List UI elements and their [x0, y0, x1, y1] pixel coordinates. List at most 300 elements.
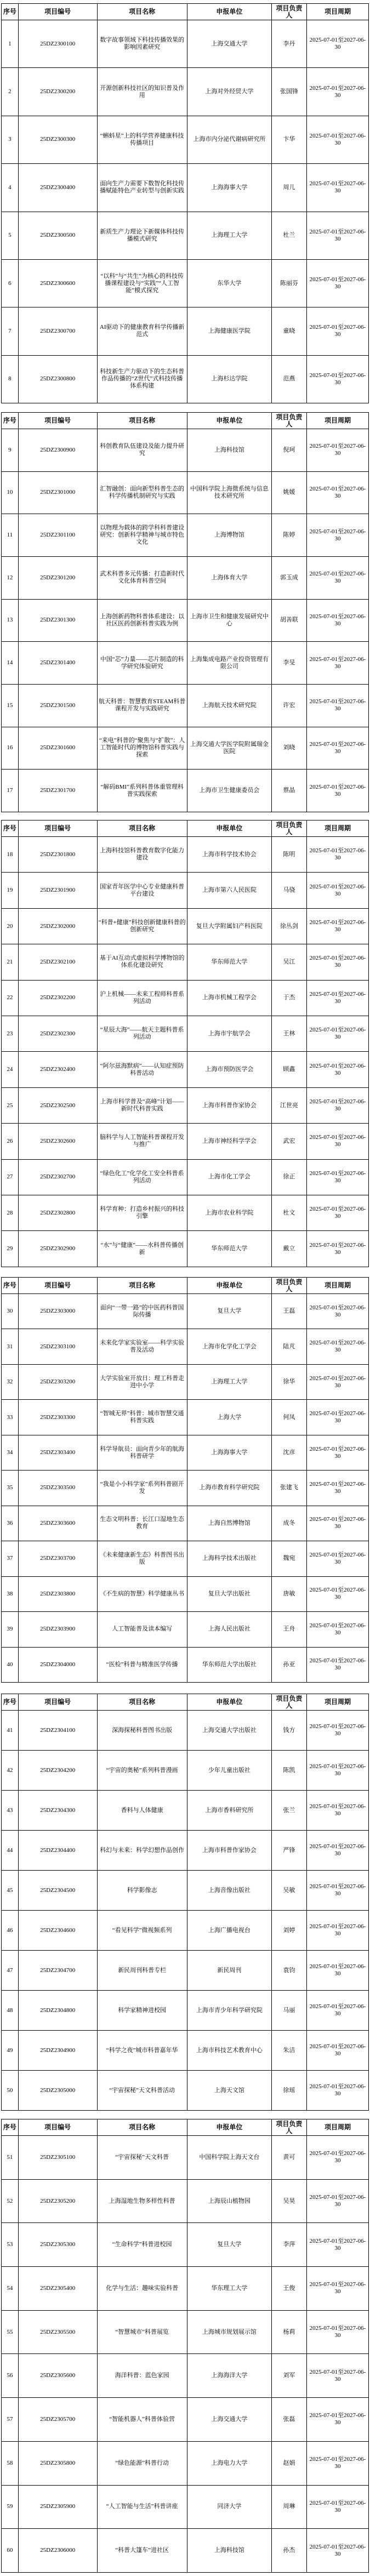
cell-no: 4 — [2, 164, 19, 212]
table-row — [2, 1576, 369, 1611]
cell-code: 25DZ2305200 — [18, 2179, 97, 2223]
table-row — [2, 1364, 369, 1399]
cell-unit: 上海海事大学 — [187, 1435, 271, 1470]
cell-no: 37 — [2, 1541, 19, 1576]
cell-name: “星辰大海”——航天主题科普系列活动 — [97, 1016, 187, 1052]
cell-unit: 上海交通大学出版社 — [187, 1711, 271, 1751]
cell-code: 25DZ2304200 — [18, 1751, 97, 1791]
cell-code: 25DZ2303900 — [18, 1612, 97, 1647]
cell-lead: 范燕 — [271, 355, 306, 403]
cell-unit: 复旦大学 — [187, 1294, 271, 1329]
cell-no: 34 — [2, 1435, 19, 1470]
cell-period: 2025-07-01至2027-06-30 — [307, 2136, 369, 2180]
table-row — [2, 944, 369, 980]
cell-code: 25DZ2303800 — [18, 1576, 97, 1611]
cell-lead: 钱方 — [271, 1711, 306, 1751]
cell-lead: 王林 — [271, 1016, 306, 1052]
cell-period: 2025-07-01至2027-06-30 — [307, 2071, 369, 2111]
cell-lead: 马丽 — [271, 1991, 306, 2031]
cell-code: 25DZ2305100 — [18, 2136, 97, 2180]
cell-period: 2025-07-01至2027-06-30 — [307, 355, 369, 403]
cell-unit: 上海市科普作家协会 — [187, 1087, 271, 1123]
cell-unit: 上海市香料研究所 — [187, 1791, 271, 1831]
column-header-unit: 申报单位 — [187, 413, 271, 429]
cell-code: 25DZ2306000 — [18, 2529, 97, 2573]
table-row — [2, 980, 369, 1016]
cell-no: 57 — [2, 2398, 19, 2442]
column-header-code: 项目编号 — [18, 4, 97, 20]
cell-unit: 上海音像出版社 — [187, 1871, 271, 1911]
cell-lead: 陈凯 — [271, 1751, 306, 1791]
cell-code: 25DZ2301600 — [18, 727, 97, 770]
cell-unit: 华东师范大学出版社 — [187, 1647, 271, 1682]
column-header-code: 项目编号 — [18, 1694, 97, 1711]
table-header-row — [2, 820, 369, 837]
cell-period: 2025-07-01至2027-06-30 — [307, 164, 369, 212]
cell-no: 47 — [2, 1951, 19, 1991]
cell-lead: 李萍 — [271, 2223, 306, 2267]
cell-code: 25DZ2300300 — [18, 116, 97, 163]
cell-no: 30 — [2, 1294, 19, 1329]
table-row — [2, 1647, 369, 1682]
cell-lead: 姚媛 — [271, 471, 306, 514]
cell-name: “解码BMI”系列科普体重管理科普实践探索 — [97, 770, 187, 812]
cell-unit: 上海广播电视台 — [187, 1911, 271, 1951]
cell-code: 25DZ2303300 — [18, 1400, 97, 1435]
cell-code: 25DZ2304000 — [18, 1647, 97, 1682]
table-row — [2, 212, 369, 259]
table-row — [2, 1506, 369, 1541]
cell-no: 38 — [2, 1576, 19, 1611]
cell-name: “科学之夜”城市科普嘉年华 — [97, 2031, 187, 2071]
cell-code: 25DZ2300400 — [18, 164, 97, 212]
cell-no: 48 — [2, 1991, 19, 2031]
cell-lead: 武宏 — [271, 1124, 306, 1159]
cell-period: 2025-07-01至2027-06-30 — [307, 429, 369, 472]
cell-lead: 刘军 — [271, 2354, 306, 2398]
cell-no: 49 — [2, 2031, 19, 2071]
cell-code: 25DZ2302000 — [18, 908, 97, 944]
cell-name: 《未来健康新生态》科普图书出版 — [97, 1541, 187, 1576]
cell-unit: 上海科技馆 — [187, 2529, 271, 2573]
cell-name: “来电”科普的“聚焦与“扩散”：人工智能时代的博物馆科普实践与探索 — [97, 727, 187, 770]
cell-period: 2025-07-01至2027-06-30 — [307, 1052, 369, 1087]
cell-period: 2025-07-01至2027-06-30 — [307, 1435, 369, 1470]
cell-lead: 陆芃 — [271, 1329, 306, 1364]
cell-name: “绿色化工”化学化工安全科普系列活动 — [97, 1159, 187, 1195]
project-table — [1, 1277, 369, 1683]
cell-code: 25DZ2305800 — [18, 2441, 97, 2485]
cell-name: 汇智融创：面向新型科普生态的科学传播机制研究与实践 — [97, 471, 187, 514]
column-header-period: 项目周期 — [307, 413, 369, 429]
cell-no: 9 — [2, 429, 19, 472]
column-header-lead: 项目负责人 — [271, 820, 306, 837]
cell-no: 56 — [2, 2354, 19, 2398]
cell-lead: 王磊 — [271, 1294, 306, 1329]
table-row — [2, 355, 369, 403]
cell-no: 13 — [2, 599, 19, 642]
cell-lead: 马骁 — [271, 873, 306, 908]
column-header-code: 项目编号 — [18, 413, 97, 429]
cell-lead: 魏宛 — [271, 1541, 306, 1576]
cell-period: 2025-07-01至2027-06-30 — [307, 1471, 369, 1506]
cell-period: 2025-07-01至2027-06-30 — [307, 944, 369, 980]
cell-lead: 戴立 — [271, 1231, 306, 1267]
table-row — [2, 164, 369, 212]
cell-no: 39 — [2, 1612, 19, 1647]
table-header-row — [2, 4, 369, 20]
cell-no: 22 — [2, 980, 19, 1016]
cell-code: 25DZ2302400 — [18, 1052, 97, 1087]
cell-no: 28 — [2, 1195, 19, 1231]
cell-no: 21 — [2, 944, 19, 980]
column-header-period: 项目周期 — [307, 1278, 369, 1294]
cell-unit: 上海交通大学医学院附属瑞金医院 — [187, 727, 271, 770]
cell-lead: 徐华 — [271, 1364, 306, 1399]
cell-name: 科学育种：打造乡村振兴的科技引擎 — [97, 1195, 187, 1231]
column-header-code: 项目编号 — [18, 820, 97, 837]
cell-lead: 杨莉 — [271, 2310, 306, 2354]
cell-code: 25DZ2305700 — [18, 2398, 97, 2442]
cell-code: 25DZ2305600 — [18, 2354, 97, 2398]
cell-period: 2025-07-01至2027-06-30 — [307, 2398, 369, 2442]
table-row — [2, 2398, 369, 2442]
cell-unit: 新民周刊 — [187, 1951, 271, 1991]
cell-period: 2025-07-01至2027-06-30 — [307, 471, 369, 514]
cell-name: “宇宙探秘”天文科普 — [97, 2136, 187, 2180]
table-row — [2, 2179, 369, 2223]
cell-unit: 上海航天技术研究院 — [187, 684, 271, 727]
cell-lead: 杜文 — [271, 1195, 306, 1231]
cell-code: 25DZ2301200 — [18, 556, 97, 599]
cell-unit: 上海集成电路产业投资管理有限公司 — [187, 642, 271, 685]
cell-unit: 复旦大学 — [187, 2223, 271, 2267]
cell-unit: 复旦大学附属妇产科医院 — [187, 908, 271, 944]
cell-name: 武术科普多元传播：打造新时代文化体育科普空间 — [97, 556, 187, 599]
cell-no: 2 — [2, 68, 19, 116]
table-row — [2, 1159, 369, 1195]
cell-code: 25DZ2301400 — [18, 642, 97, 685]
cell-lead: 陈婷 — [271, 514, 306, 557]
table-row — [2, 2267, 369, 2311]
column-header-period: 项目周期 — [307, 2119, 369, 2136]
table-row — [2, 873, 369, 908]
cell-no: 12 — [2, 556, 19, 599]
cell-no: 7 — [2, 307, 19, 355]
cell-period: 2025-07-01至2027-06-30 — [307, 1087, 369, 1123]
cell-period: 2025-07-01至2027-06-30 — [307, 1364, 369, 1399]
cell-no: 6 — [2, 259, 19, 307]
cell-name: 面向生产力需要下数智化科技传播赋能特色产业转型与创新实践 — [97, 164, 187, 212]
cell-unit: 同济大学 — [187, 2485, 271, 2529]
cell-unit: 上海对外经贸大学 — [187, 68, 271, 116]
cell-period: 2025-07-01至2027-06-30 — [307, 1329, 369, 1364]
cell-name: “宇宙探秘”天文科普活动 — [97, 2071, 187, 2111]
cell-lead: 刘婷 — [271, 1911, 306, 1951]
cell-name: “水”与“健康”——水科普传播创新 — [97, 1231, 187, 1267]
column-header-name: 项目名称 — [97, 413, 187, 429]
cell-name: 中国“芯”力量——芯片制造的科学研究体验研究 — [97, 642, 187, 685]
cell-code: 25DZ2304700 — [18, 1951, 97, 1991]
cell-code: 25DZ2300900 — [18, 429, 97, 472]
cell-name: 深海探秘科普图书出版 — [97, 1711, 187, 1751]
cell-lead: 顾鑫 — [271, 1052, 306, 1087]
cell-no: 55 — [2, 2310, 19, 2354]
table-row — [2, 1871, 369, 1911]
cell-unit: 上海天文馆 — [187, 2071, 271, 2111]
cell-no: 35 — [2, 1471, 19, 1506]
cell-period: 2025-07-01至2027-06-30 — [307, 2223, 369, 2267]
table-header-row — [2, 1278, 369, 1294]
cell-no: 27 — [2, 1159, 19, 1195]
cell-name: 国家青年医学中心专业健康科普平台建设 — [97, 873, 187, 908]
cell-code: 25DZ2305900 — [18, 2485, 97, 2529]
cell-unit: 上海市神经科学学会 — [187, 1124, 271, 1159]
cell-name: “蝌蚪星”上的科学营养健康科技传播项目 — [97, 116, 187, 163]
cell-no: 29 — [2, 1231, 19, 1267]
cell-no: 16 — [2, 727, 19, 770]
cell-unit: 上海海洋大学 — [187, 2354, 271, 2398]
cell-period: 2025-07-01至2027-06-30 — [307, 1016, 369, 1052]
cell-code: 25DZ2301000 — [18, 471, 97, 514]
table-row — [2, 1791, 369, 1831]
cell-code: 25DZ2303400 — [18, 1435, 97, 1470]
cell-period: 2025-07-01至2027-06-30 — [307, 556, 369, 599]
cell-lead: 王舟 — [271, 1612, 306, 1647]
table-row — [2, 1991, 369, 2031]
cell-period: 2025-07-01至2027-06-30 — [307, 259, 369, 307]
column-header-name: 项目名称 — [97, 4, 187, 20]
cell-code: 25DZ2300200 — [18, 68, 97, 116]
project-table — [1, 3, 369, 403]
cell-unit: 上海市农业科学院 — [187, 1195, 271, 1231]
cell-no: 59 — [2, 2485, 19, 2529]
cell-code: 25DZ2302600 — [18, 1124, 97, 1159]
cell-period: 2025-07-01至2027-06-30 — [307, 1576, 369, 1611]
cell-unit: 上海市宇航学会 — [187, 1016, 271, 1052]
table-row — [2, 770, 369, 812]
cell-name: “智能机器人”科普体验营 — [97, 2398, 187, 2442]
cell-unit: 上海理工大学 — [187, 1364, 271, 1399]
cell-code: 25DZ2300500 — [18, 212, 97, 259]
table-row — [2, 68, 369, 116]
cell-lead: 李旻 — [271, 642, 306, 685]
table-row — [2, 2441, 369, 2485]
cell-period: 2025-07-01至2027-06-30 — [307, 1647, 369, 1682]
cell-name: 新民周刊科普专栏 — [97, 1951, 187, 1991]
table-row — [2, 429, 369, 472]
column-header-period: 项目周期 — [307, 1694, 369, 1711]
cell-name: 科学家精神进校园 — [97, 1991, 187, 2031]
table-row — [2, 1195, 369, 1231]
column-header-unit: 申报单位 — [187, 820, 271, 837]
cell-lead: 严锋 — [271, 1831, 306, 1871]
cell-no: 58 — [2, 2441, 19, 2485]
table-header-row — [2, 413, 369, 429]
cell-unit: 上海科技馆 — [187, 429, 271, 472]
cell-no: 51 — [2, 2136, 19, 2180]
cell-lead: 李丹 — [271, 20, 306, 68]
cell-period: 2025-07-01至2027-06-30 — [307, 1294, 369, 1329]
cell-name: 上海科技馆科普教育数字化能力建设 — [97, 837, 187, 873]
cell-name: 《不生病的智慧》科学健康丛书 — [97, 1576, 187, 1611]
cell-unit: 上海市科技艺术教育中心 — [187, 2031, 271, 2071]
table-row — [2, 1294, 369, 1329]
cell-lead: 何凤 — [271, 1400, 306, 1435]
cell-name: 化学与生活：趣味实验科普 — [97, 2267, 187, 2311]
cell-period: 2025-07-01至2027-06-30 — [307, 1911, 369, 1951]
cell-unit: 华东理工大学 — [187, 2267, 271, 2311]
cell-unit: 上海体育大学 — [187, 556, 271, 599]
cell-period: 2025-07-01至2027-06-30 — [307, 307, 369, 355]
cell-unit: 上海市教育科学研究院 — [187, 1471, 271, 1506]
cell-lead: 陈明 — [271, 837, 306, 873]
cell-name: “以科”与“共生”为核心的科技传播课程建设与“实践”“人工智能”模式探究 — [97, 259, 187, 307]
column-header-no: 序号 — [2, 413, 19, 429]
cell-code: 25DZ2304100 — [18, 1711, 97, 1751]
cell-lead: 周儿 — [271, 164, 306, 212]
column-header-no: 序号 — [2, 4, 19, 20]
cell-name: “智城无界”科普：城市智慧交通科普实践 — [97, 1400, 187, 1435]
cell-unit: 上海市卫生健康委员会 — [187, 770, 271, 812]
cell-unit: 上海交通大学 — [187, 20, 271, 68]
table-row — [2, 307, 369, 355]
cell-unit: 上海大学 — [187, 1400, 271, 1435]
cell-code: 25DZ2302900 — [18, 1231, 97, 1267]
column-header-unit: 申报单位 — [187, 1694, 271, 1711]
column-header-lead: 项目负责人 — [271, 1278, 306, 1294]
cell-no: 23 — [2, 1016, 19, 1052]
cell-code: 25DZ2305400 — [18, 2267, 97, 2311]
cell-no: 11 — [2, 514, 19, 557]
cell-period: 2025-07-01至2027-06-30 — [307, 2031, 369, 2071]
cell-no: 20 — [2, 908, 19, 944]
cell-name: “阿尔兹海默病”——认知症预防科普活动 — [97, 1052, 187, 1087]
cell-no: 60 — [2, 2529, 19, 2573]
cell-name: 人工智能普及读本编写 — [97, 1612, 187, 1647]
cell-unit: 上海市第六人民医院 — [187, 873, 271, 908]
cell-no: 46 — [2, 1911, 19, 1951]
column-header-no: 序号 — [2, 2119, 19, 2136]
cell-no: 52 — [2, 2179, 19, 2223]
cell-period: 2025-07-01至2027-06-30 — [307, 1400, 369, 1435]
table-row — [2, 471, 369, 514]
cell-period: 2025-07-01至2027-06-30 — [307, 2310, 369, 2354]
cell-no: 42 — [2, 1751, 19, 1791]
cell-no: 32 — [2, 1364, 19, 1399]
table-row — [2, 2071, 369, 2111]
cell-period: 2025-07-01至2027-06-30 — [307, 2267, 369, 2311]
cell-lead: 陈丽芬 — [271, 259, 306, 307]
table-header-row — [2, 1694, 369, 1711]
cell-period: 2025-07-01至2027-06-30 — [307, 1991, 369, 2031]
cell-code: 25DZ2304300 — [18, 1791, 97, 1831]
cell-period: 2025-07-01至2027-06-30 — [307, 1871, 369, 1911]
cell-no: 53 — [2, 2223, 19, 2267]
table-row — [2, 2031, 369, 2071]
cell-no: 43 — [2, 1791, 19, 1831]
cell-period: 2025-07-01至2027-06-30 — [307, 873, 369, 908]
cell-no: 54 — [2, 2267, 19, 2311]
cell-no: 3 — [2, 116, 19, 163]
cell-name: “绿色能源”科普行动 — [97, 2441, 187, 2485]
cell-name: “人工智能与生活”科普讲座 — [97, 2485, 187, 2529]
cell-unit: 华东师范大学 — [187, 1231, 271, 1267]
cell-period: 2025-07-01至2027-06-30 — [307, 837, 369, 873]
cell-lead: 徐瑶 — [271, 2071, 306, 2111]
column-header-no: 序号 — [2, 1694, 19, 1711]
cell-lead: 朱洁 — [271, 2031, 306, 2071]
cell-lead: 蔡晶 — [271, 770, 306, 812]
cell-name: 数字故事领域下科技传播效果的影响因素研究 — [97, 20, 187, 68]
cell-unit: 上海杉达学院 — [187, 355, 271, 403]
cell-lead: 张建飞 — [271, 1471, 306, 1506]
column-header-unit: 申报单位 — [187, 2119, 271, 2136]
cell-period: 2025-07-01至2027-06-30 — [307, 116, 369, 163]
cell-code: 25DZ2304400 — [18, 1831, 97, 1871]
table-row — [2, 1471, 369, 1506]
cell-unit: 上海市青少年科学研究院 — [187, 1991, 271, 2031]
cell-code: 25DZ2303700 — [18, 1541, 97, 1576]
cell-code: 25DZ2304900 — [18, 2031, 97, 2071]
project-table — [1, 1694, 369, 2111]
cell-lead: 孙杰 — [271, 2529, 306, 2573]
column-header-no: 序号 — [2, 820, 19, 837]
cell-name: “科普大篷车”进社区 — [97, 2529, 187, 2573]
cell-lead: 张磊 — [271, 2398, 306, 2442]
cell-code: 25DZ2303200 — [18, 1364, 97, 1399]
column-header-lead: 项目负责人 — [271, 4, 306, 20]
cell-no: 17 — [2, 770, 19, 812]
cell-code: 25DZ2303600 — [18, 1506, 97, 1541]
cell-code: 25DZ2302100 — [18, 944, 97, 980]
cell-unit: 中国科学院上海微系统与信息技术研究所 — [187, 471, 271, 514]
cell-period: 2025-07-01至2027-06-30 — [307, 727, 369, 770]
cell-period: 2025-07-01至2027-06-30 — [307, 642, 369, 685]
cell-period: 2025-07-01至2027-06-30 — [307, 1159, 369, 1195]
cell-code: 25DZ2301100 — [18, 514, 97, 557]
cell-lead: 卞华 — [271, 116, 306, 163]
cell-lead: 江世亮 — [271, 1087, 306, 1123]
cell-unit: 上海科学技术出版社 — [187, 1541, 271, 1576]
cell-period: 2025-07-01至2027-06-30 — [307, 1612, 369, 1647]
cell-lead: 吴江 — [271, 944, 306, 980]
table-row — [2, 908, 369, 944]
cell-name: 基于AI互动式虚拟科学博物馆的体系化建设研究 — [97, 944, 187, 980]
cell-period: 2025-07-01至2027-06-30 — [307, 2529, 369, 2573]
cell-period: 2025-07-01至2027-06-30 — [307, 1751, 369, 1791]
cell-lead: 童晓 — [271, 307, 306, 355]
table-row — [2, 2529, 369, 2573]
cell-name: 科技新生产力驱动下的生态科普作品传播的“Z世代”式科技传播体系构建 — [97, 355, 187, 403]
cell-no: 31 — [2, 1329, 19, 1364]
cell-no: 33 — [2, 1400, 19, 1435]
cell-unit: 上海健康医学院 — [187, 307, 271, 355]
cell-unit: 上海城市规划展示馆 — [187, 2310, 271, 2354]
cell-unit: 华东师范大学 — [187, 944, 271, 980]
table-row — [2, 1400, 369, 1435]
table-row — [2, 1612, 369, 1647]
cell-name: 以物理为载体的跨学科科普建设研究：创新科学精神与城市特色文化 — [97, 514, 187, 557]
cell-unit: 上海市内分泌代谢病研究所 — [187, 116, 271, 163]
cell-no: 25 — [2, 1087, 19, 1123]
cell-name: 生态文明科普：长江口湿地生态教育 — [97, 1506, 187, 1541]
cell-no: 14 — [2, 642, 19, 685]
cell-lead: 于杰 — [271, 980, 306, 1016]
cell-period: 2025-07-01至2027-06-30 — [307, 1951, 369, 1991]
cell-lead: 郭玉成 — [271, 556, 306, 599]
cell-code: 25DZ2302700 — [18, 1159, 97, 1195]
